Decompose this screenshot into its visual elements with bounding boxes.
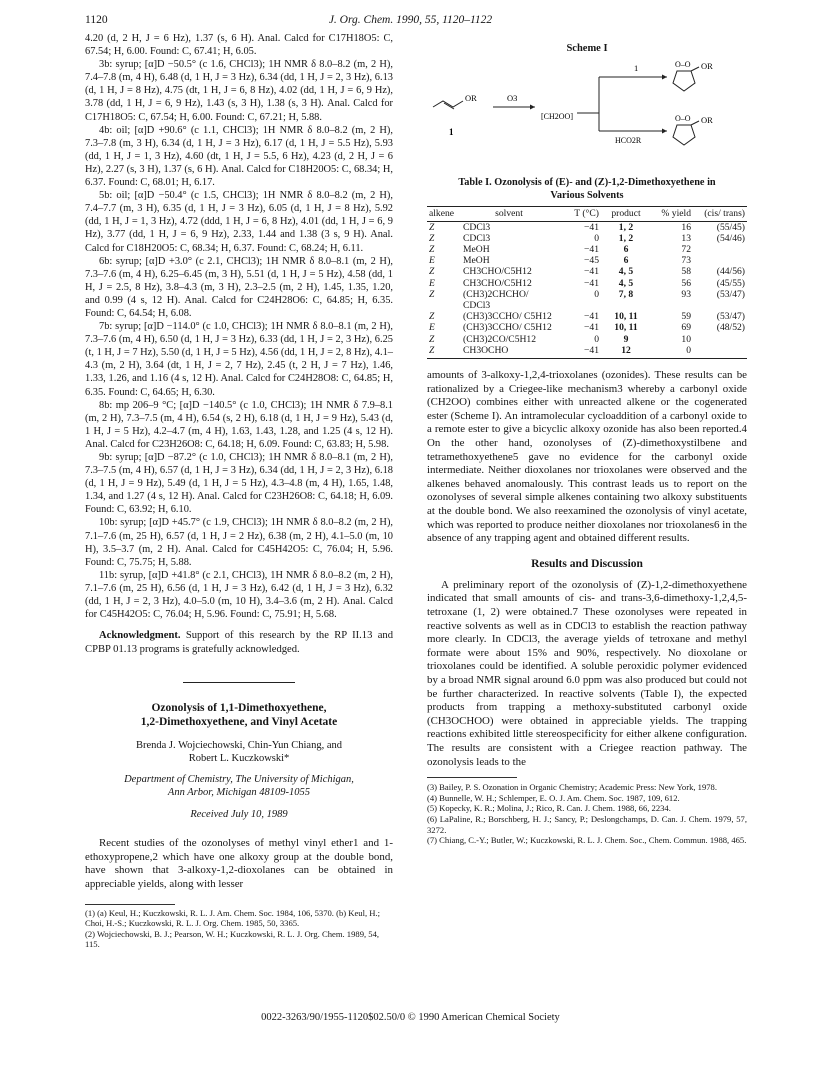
footnote: (7) Chiang, C.-Y.; Butler, W.; Kuczkowski, R. L. J. Chem. Soc., Chem. Commun. 1988, 465. (427, 835, 747, 846)
journal-header: J. Org. Chem. 1990, 55, 1120–1122 (328, 14, 493, 26)
arrow-head-icon (662, 75, 667, 80)
trioxolane-ring-icon (673, 125, 695, 145)
reactant-number: 1 (449, 127, 454, 138)
article-affiliation (85, 773, 393, 799)
cell-product: 4, 5 (618, 266, 634, 278)
dioxolane-ring-icon (673, 71, 695, 91)
experimental-paragraph: 4b: oil; [α]D +90.6° (c 1.1, CHCl3); 1H NMR δ 8.0–8.2 (m, 2 H), 7.3–7.8 (m, 3 H), 6.34 (d, 1 H, J = 3 Hz), 6.17 (d, 1 H, J = 5.5 Hz), 5.93 (dd, 1 H, J = 1, 3 Hz), 4.60 (dt, 1 H, J = 5.5, 6 Hz), 4.23 (d, 2 H, J = 6 Hz), 2.27 (s, 3 H), 1.37 (s, 6 H). Anal. Calcd for C18H20O5: C, 68.34; H, 6.37. Found: C, 68.01; H, 6.17. (85, 124, 393, 189)
product-ring-bottom-label: O–O (675, 114, 691, 124)
authors-line: Brenda J. Wojciechowski, Chin-Yun Chiang, and (135, 740, 343, 752)
page-number: 1120 (85, 14, 108, 26)
cell-temperature: −41 (583, 311, 599, 323)
cell-product: 10, 11 (614, 311, 638, 323)
footnote: (6) LaPaline, R.; Borschberg, H. J.; Sancy, P.; Deslongchamps, D. Can. J. Chem. 1979, 57, 3272. (427, 813, 747, 835)
cell-solvent: CDCl3 (463, 232, 491, 244)
footnote-rule (427, 777, 517, 778)
article-title-line: Ozonolysis of 1,1-Dimethoxyethene, (151, 702, 327, 715)
cell-solvent: (CH3)3CCHO/ C5H12 (463, 311, 552, 323)
header-cis-trans: (cis/ trans) (693, 207, 747, 221)
cell-solvent: (CH3)3CCHO/ C5H12 (463, 322, 552, 334)
table-row (427, 266, 747, 277)
cell-alkene: Z (429, 311, 435, 323)
cell-yield: 13 (681, 232, 691, 244)
cell-alkene: Z (427, 345, 461, 359)
reactant-bond (433, 101, 463, 107)
experimental-paragraph: 11b: syrup, [α]D +41.8° (c 2.1, CHCl3), 1H NMR δ 8.0–8.2 (m, 2 H), 7.1–7.6 (m, 25 H), 6.56 (d, 1 H, J = 3 Hz), 6.42 (d, 1 H, J = 3 Hz), 6.32 (dd, 1 H, J = 2, 3 Hz), 4.0–5.0 (m, 10 H), 3.4–3.6 (m, 2 H). Anal. Calcd for C45H42O5: C, 76.04; H, 5.96. Found: C, 75.91; H, 5.68. (85, 569, 393, 621)
cell-alkene: Z (429, 243, 435, 255)
cell-cis-trans: (53/47) (716, 288, 745, 300)
cell-cis-trans: (54/46) (716, 232, 745, 244)
ozone-reagent: O3 (507, 93, 518, 104)
cell-temperature: −41 (583, 266, 599, 278)
cell-product: 6 (623, 243, 629, 255)
product-bottom-substituent: OR (701, 115, 713, 126)
cell-cis-trans: (48/52) (716, 322, 745, 334)
cell-yield: 0 (651, 345, 693, 359)
cell-cis-trans: (55/45) (716, 221, 745, 233)
cell-product: 6 (623, 255, 629, 267)
section-heading: Results and Discussion (531, 557, 643, 570)
acknowledgment-text: Support of this research by the RP II.13 and CPBP 01.13 programs is gratefully acknowledged. (85, 630, 393, 655)
experimental-paragraph: 10b: syrup; [α]D +45.7° (c 1.9, CHCl3); 1H NMR δ 8.0–8.2 (m, 2 H), 7.1–7.6 (m, 25 H), 6.57 (d, 1 H, J = 2 Hz), 6.38 (m, 2 H), 4.1–5.0 (m, 10 H), 3.5–3.7 (m, 2 H). Anal. Calcd for C45H42O5: C, 76.04; H, 5.96. Found: C, 75.75; H, 5.88. (85, 517, 393, 568)
cell-cis-trans: (53/47) (716, 311, 745, 323)
substituent-bond (691, 121, 699, 125)
cell-product: 7, 8 (618, 288, 634, 300)
footnote: (3) Bailey, P. S. Ozonation in Organic Chemistry; Academic Press: New York, 1978. (427, 782, 718, 793)
results-paragraph: A preliminary report of the ozonolysis of (Z)-1,2-dimethoxyethene indicated that small amounts of cis- and trans-3,6-dimethoxy-1,2,4,5-tetroxane (1, 2) were obtained.7 These ozonolyses were repeated in reactive solvents as well as in CDCl3 to establish the reaction pathway more clearly. In CDCl3, the average yields of tetroxane and methyl formate were about 15% and 90%, respectively. No dioxolane or trioxolanes could be identified. A soluble peroxidic polymer evidenced by a broad NMR signal around 6.0 ppm was also produced but could not be further characterized. In reactive solvents (Table I), the expected products from trapping a methoxy-substituted carbonyl oxide (CH3OCHOO) were obtained in appreciable yields. The trapping reactions exhibited little stereospecificity for either alkene configuration. The results are consistent with a Criegee reaction pathway. The ozonolysis leads to the (427, 578, 747, 768)
arrow-top-label: 1 (634, 63, 639, 74)
cell-alkene: Z (429, 266, 435, 278)
footnote: (4) Bunnelle, W. H.; Schlemper, E. O. J. Am. Chem. Soc. 1987, 109, 612. (427, 792, 680, 803)
left-column (85, 32, 393, 950)
header-product: product (601, 207, 651, 221)
cell-yield: 69 (681, 322, 691, 334)
scheme-diagram (427, 55, 747, 153)
acknowledgment-heading: Acknowledgment. (99, 630, 181, 642)
cell-alkene: E (429, 322, 435, 334)
experimental-paragraph: 4.20 (d, 2 H, J = 6 Hz), 1.37 (s, 6 H). Anal. Calcd for C17H18O5: C, 67.54; H, 6.00. Found: C, 67.41; H, 6.05. (85, 33, 393, 58)
cell-product: 1, 2 (618, 221, 634, 233)
experimental-paragraph: 3b: syrup; [α]D −50.5° (c 1.6, CHCl3); 1H NMR δ 8.0–8.2 (m, 2 H), 7.4–7.8 (m, 4 H), 6.48 (d, 1 H, J = 3 Hz), 6.34 (dd, 1 H, J = 2, 3 Hz), 6.13 (d, 1 H, J = 8 Hz), 4.75 (dt, 1 H, J = 6, 8 Hz), 4.02 (dd, 1 H, J = 6, 9 Hz), 3.78 (dd, 1 H, J = 6, 9 Hz), 1.43 (s, 3 H), 1.38 (s, 3 H). Anal. Calcd for C17H18O5: C, 67.54; H, 6.00. Found: C, 67.21; H, 5.88. (85, 59, 393, 123)
table-row (427, 345, 747, 359)
results-table (427, 206, 747, 359)
right-footnotes (427, 782, 747, 846)
cell-cis-trans: (44/56) (716, 266, 745, 278)
experimental-paragraph: 9b: syrup; [α]D −87.2° (c 1.0, CHCl3); 1H NMR δ 8.0–8.1 (m, 2 H), 7.3–7.5 (m, 4 H), 6.57 (d, 1 H, J = 3 Hz), 6.34 (dd, 1 H, J = 2, 3 Hz), 6.18 (d, 1 H, J = 9 Hz), 5.49 (d, 1 H, J = 5 Hz), 4.3–4.8 (m, 4 H), 1.65, 1.48, 1.34, and 1.27 (4 s, 12 H). Anal. Calcd for C23H26O8: C, 64.18; H, 6.09. Found: C, 63.92; H, 6.10. (85, 452, 393, 516)
cell-cis-trans: (45/55) (716, 277, 745, 289)
header-alkene: alkene (427, 207, 461, 221)
cell-temperature: −41 (557, 345, 601, 359)
arrow-bottom-label: HCO2R (615, 136, 642, 146)
cell-solvent: CH3CHO/C5H12 (463, 277, 532, 289)
right-column (427, 42, 747, 846)
cell-solvent: (CH3)2CHCHO/ CDCl3 (463, 288, 529, 311)
cell-cis-trans (693, 244, 747, 255)
experimental-paragraph: 7b: syrup; [α]D −114.0° (c 1.0, CHCl3); 1H NMR δ 8.0–8.1 (m, 2 H), 7.3–7.6 (m, 4 H), 6.50 (d, 1 H, J = 3 Hz), 6.33 (dd, 1 H, J = 2, 3 Hz), 6.25 (t, 1 H, J = 7 Hz), 5.50 (d, 1 H, J = 5 Hz), 4.56 (dd, 1 H, J = 2, 8 Hz), 4.1–4.3 (m, 2 H), 3.64 (dt, 1 H, J = 2, 7 Hz), 2.45 (t, 2 H, J = 7 Hz), 1.46, 1.33, 1.26, and 1.16 (4 s, 12 H). Anal. Calcd for C24H28O8: C, 64.85; H, 6.35. Found: C, 64.65; H, 6.30. (85, 321, 393, 398)
cell-yield: 56 (681, 277, 691, 289)
header-temperature: T (°C) (557, 207, 601, 221)
arrow-head-icon (530, 105, 535, 110)
experimental-paragraph: 6b: syrup; [α]D +3.0° (c 2.1, CHCl3); 1H NMR δ 8.0–8.1 (m, 2 H), 7.3–7.6 (m, 4 H), 6.25–6.45 (m, 3 H), 5.51 (d, 1 H, J = 5 Hz), 4.58 (dd, 1 H, J = 2.5, 8 Hz), 3.8–4.3 (m, 3 H), 2.3–2.5 (m, 2 H), 1.45, 1.35, 1.20, and 0.99 (4 s, 12 H). Anal. Calcd for C24H28O6: C, 64.85; H, 6.35. Found: C, 64.54; H, 6.08. (85, 255, 393, 319)
substituent-bond (691, 67, 699, 71)
article-authors (85, 739, 393, 765)
table-row (427, 278, 747, 289)
cell-alkene: Z (429, 288, 435, 300)
cell-alkene: Z (429, 232, 435, 244)
discussion-paragraph: amounts of 3-alkoxy-1,2,4-trioxolanes (ozonides). These results can be rationalized by a Criegee-like mechanism3 whereby a carbonyl oxide (CH2OO) combines either with unreacted alkene or the cogenerated ester (Scheme I). An intramolecular cycloaddition of a carbonyl oxide to a remote ester to give a bicyclic alkoxy ozonide has also been reported.4 On the other hand, ozonolyses of (Z)-dimethoxystilbene and tetramethoxyethene5 gave no evidence for the carbonyl oxide intermediate. Neither dioxolanes nor trioxolanes were observed and the alkenes behaved anomalously. This contrast leads us to report on the ozonolyses of several simple alkenes containing two alkoxy substituents at the double bond. We also reexamined the ozonolysis of vinyl acetate, which was reported to produce neither dioxolanes nor trioxolanes6 in the absence of any trapping agent and obtained different results. (427, 369, 747, 545)
table-header-row (427, 207, 747, 221)
carbonyl-oxide-intermediate: [CH2OO] (541, 112, 573, 122)
table-body (427, 221, 747, 358)
cell-solvent: (CH3)2CO/C5H12 (463, 333, 537, 345)
cell-temperature: −41 (583, 243, 599, 255)
footnote: (5) Kopecky, K. R.; Molina, J.; Rico, R. Can. J. Chem. 1988, 66, 2234. (427, 803, 671, 814)
cell-solvent: CH3CHO/C5H12 (463, 266, 532, 278)
acknowledgment (85, 629, 393, 656)
product-top-substituent: OR (701, 61, 713, 72)
table-row (427, 244, 747, 255)
table-row (427, 334, 747, 345)
cell-product: 4, 5 (618, 277, 634, 289)
footnote: (1) (a) Keul, H.; Kuczkowski, R. L. J. Am. Chem. Soc. 1984, 106, 5370. (b) Keul, H.; Choi, H.-S.; Kuczkowski, R. L. J. Org. Chem. 1985, 50, 3365. (85, 907, 381, 929)
experimental-paragraph: 8b: mp 206–9 °C; [α]D −140.5° (c 1.0, CHCl3); 1H NMR δ 7.9–8.1 (m, 2 H), 7.3–7.5 (m, 4 H), 6.54 (s, 2 H), 6.18 (d, 1 H, J = 9 Hz), 5.43 (d, 1 H, J = 5 Hz), 4.2–4.7 (m, 4 H), 1.63, 1.43, 1.28, and 1.25 (4 s, 12 H). Anal. Calcd for C23H26O8: C, 64.18; H, 6.09. Found: C, 63.83; H, 5.98. (85, 399, 393, 450)
table-row (427, 233, 747, 244)
product-ring-top-label: O–O (675, 60, 691, 70)
cell-cis-trans (693, 255, 747, 266)
arrow-head-icon (662, 129, 667, 134)
cell-yield: 93 (681, 288, 691, 300)
cell-yield: 10 (681, 333, 691, 345)
article-title (85, 701, 393, 729)
article-title-line: 1,2-Dimethoxyethene, and Vinyl Acetate (140, 716, 338, 729)
header-yield: % yield (651, 207, 693, 221)
table-caption-line: Various Solvents (550, 189, 624, 201)
cell-cis-trans (693, 345, 747, 359)
cell-alkene: E (429, 255, 435, 267)
cell-temperature: 0 (594, 288, 599, 300)
cell-solvent: CDCl3 (463, 221, 491, 233)
cell-product: 10, 11 (614, 322, 638, 334)
reactant-double-bond (444, 103, 454, 109)
cell-product: 9 (623, 333, 629, 345)
cell-alkene: Z (429, 221, 435, 233)
cell-temperature: −45 (583, 255, 599, 267)
table-caption (427, 177, 747, 202)
cell-solvent: CH3OCHO (461, 345, 557, 359)
affiliation-line: Ann Arbor, Michigan 48109-1055 (167, 787, 311, 799)
authors-line: Robert L. Kuczkowski* (188, 753, 290, 765)
cell-yield: 59 (681, 311, 691, 323)
experimental-paragraph: 5b: oil; [α]D −50.4° (c 1.5, CHCl3); 1H NMR δ 8.0–8.2 (m, 2 H), 7.4–7.7 (m, 3 H), 6.35 (d, 1 H, J = 3 Hz), 6.05 (d, 1 H, J = 8 Hz), 5.92 (dd, 1 H, J = 1, 3 Hz), 4.72 (ddd, 1 H, J = 6, 8 Hz), 4.01 (dd, 1 H, J = 6, 9 Hz), 3.77 (dd, 1 H, J = 6, 9 Hz), 2.33, 1.44 and 1.38 (3 s, 9 H). Anal. Calcd for C18H20O5: C, 68.34; H, 6.37. Found: C, 68.24; H, 6.11. (85, 190, 393, 254)
cell-alkene: Z (429, 333, 435, 345)
header-solvent: solvent (461, 207, 557, 221)
table-caption-line: Table I. Ozonolysis of (E)- and (Z)-1,2-Dimethoxyethene in (458, 177, 716, 189)
cell-alkene: E (429, 277, 435, 289)
affiliation-line: Department of Chemistry, The University of Michigan, (124, 774, 354, 786)
cell-cis-trans (693, 334, 747, 345)
table-row (427, 255, 747, 266)
intro-paragraph: Recent studies of the ozonolyses of methyl vinyl ether1 and 1-ethoxypropene,2 which have one alkoxy group at the double bond, have shown that 3-alkoxy-1,2-dioxolanes can be obtained in appreciable yields, along with lesser (85, 837, 393, 890)
received-date: Received July 10, 1989 (190, 809, 288, 821)
cell-product: 12 (601, 345, 651, 359)
table-row (427, 289, 747, 311)
scheme-title: Scheme I (566, 43, 608, 54)
cell-temperature: 0 (594, 232, 599, 244)
cell-yield: 58 (681, 266, 691, 278)
footnote-rule (85, 904, 175, 905)
cell-product: 1, 2 (618, 232, 634, 244)
article-divider (183, 682, 295, 683)
cell-solvent: MeOH (463, 243, 490, 255)
table-row (427, 311, 747, 322)
footnote: (2) Wojciechowski, B. J.; Pearson, W. H.; Kuczkowski, R. L. J. Org. Chem. 1989, 54, 115. (85, 928, 380, 950)
table-row (427, 221, 747, 233)
cell-yield: 72 (681, 243, 691, 255)
cell-yield: 73 (681, 255, 691, 267)
cell-solvent: MeOH (463, 255, 490, 267)
cell-temperature: −41 (583, 221, 599, 233)
cell-temperature: −41 (583, 277, 599, 289)
reactant-label: OR (465, 93, 477, 104)
page-footer: 0022-3263/90/1955-1120$02.50/0 © 1990 American Chemical Society (261, 1012, 560, 1023)
cell-yield: 16 (681, 221, 691, 233)
cell-temperature: 0 (594, 333, 599, 345)
cell-temperature: −41 (583, 322, 599, 334)
table-row (427, 322, 747, 333)
